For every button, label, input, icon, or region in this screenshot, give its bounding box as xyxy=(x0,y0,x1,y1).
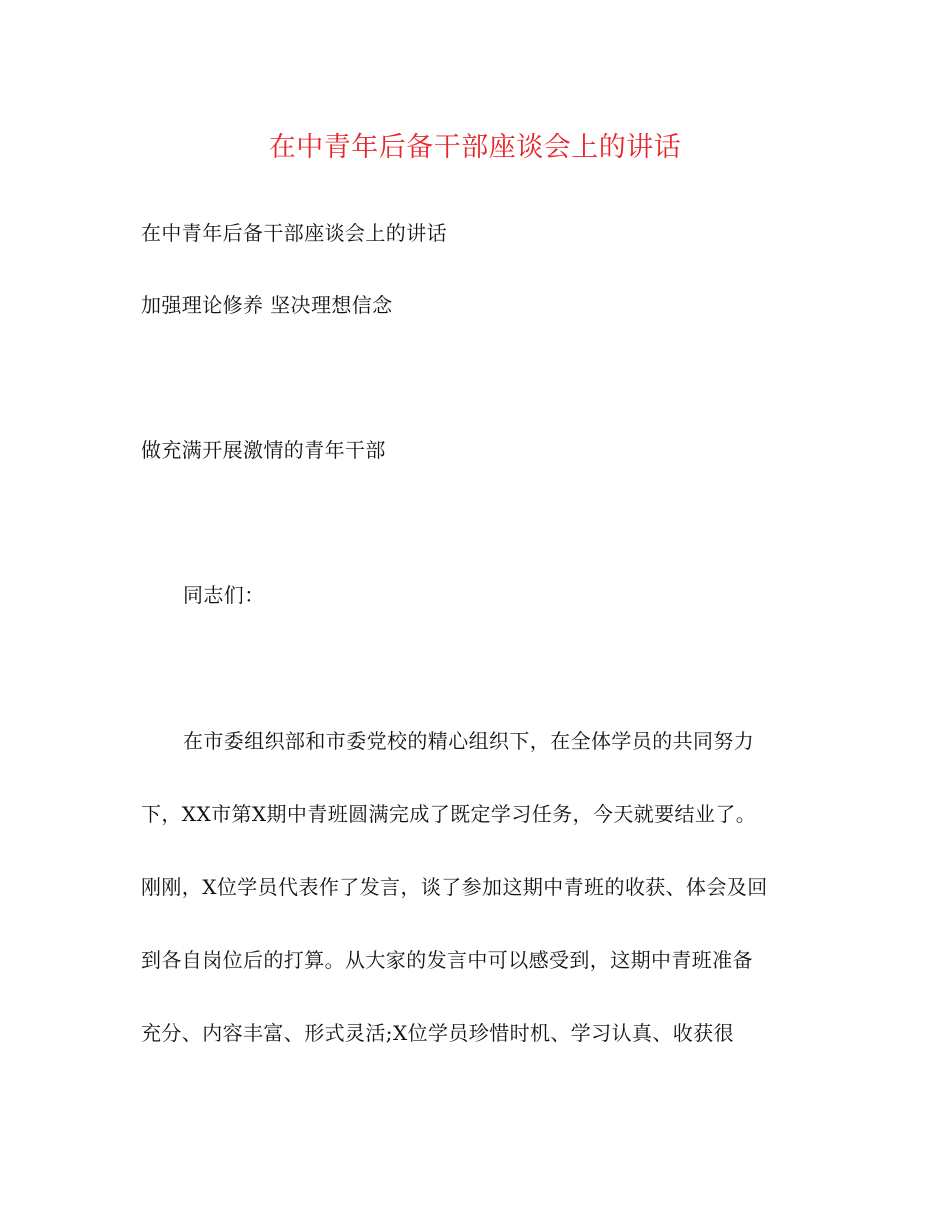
salutation: 同志们： xyxy=(183,583,265,607)
paragraph-line: 刚刚，X位学员代表作了发言，谈了参加这期中青班的收获、体会及回 xyxy=(141,875,768,899)
paragraph-line: 在市委组织部和市委党校的精心组织下，在全体学员的共同努力 xyxy=(183,729,755,753)
theme-line-2: 做充满开展激情的青年干部 xyxy=(141,438,386,462)
theme-line: 加强理论修养 坚决理想信念 xyxy=(141,293,393,317)
subtitle-line: 在中青年后备干部座谈会上的讲话 xyxy=(141,221,447,245)
paragraph-line: 充分、内容丰富、形式灵活;X位学员珍惜时机、学习认真、收获很 xyxy=(141,1021,734,1045)
paragraph-line: 下，XX市第X期中青班圆满完成了既定学习任务，今天就要结业了。 xyxy=(141,802,757,826)
document-title: 在中青年后备干部座谈会上的讲话 xyxy=(268,132,682,163)
paragraph-line: 到各自岗位后的打算。从大家的发言中可以感受到，这期中青班准备 xyxy=(141,948,753,972)
